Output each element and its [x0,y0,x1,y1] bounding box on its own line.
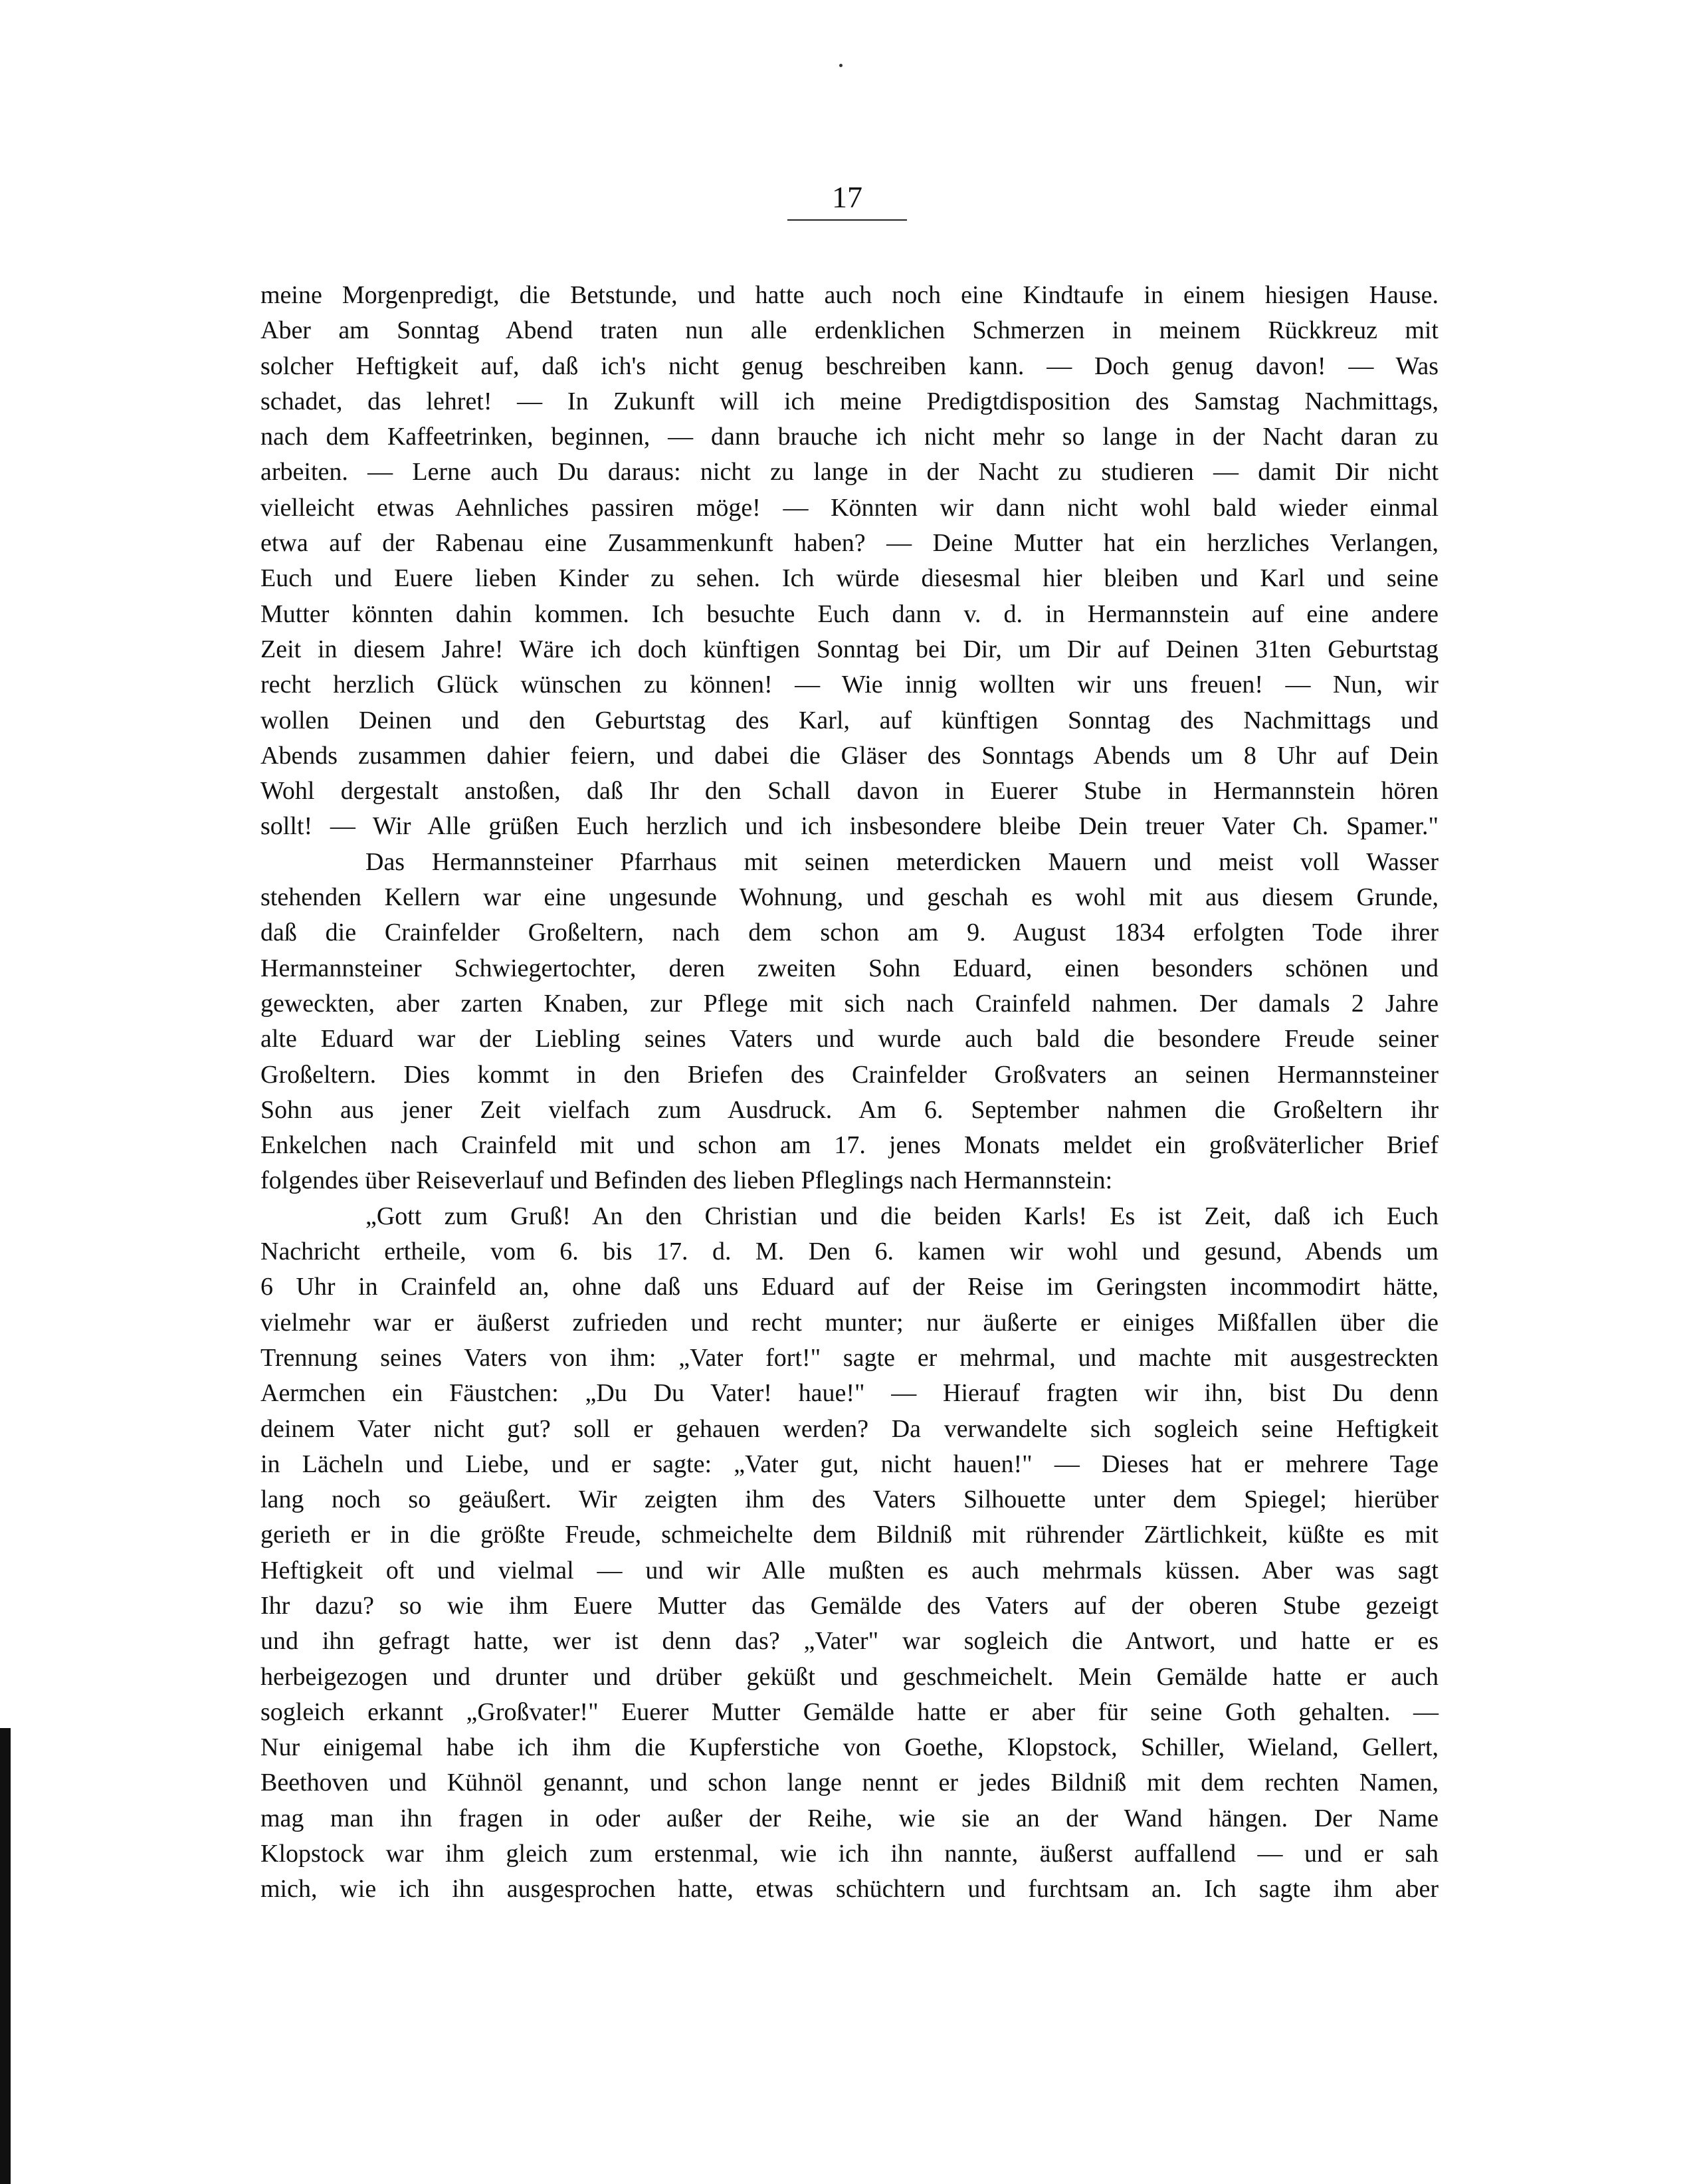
text-line: daß die Crainfelder Großeltern, nach dem schon am 9. August 1834 erfolgten Tode ihrer [260,919,1439,947]
text-line: Wohl dergestalt anstoßen, daß Ihr den Schall davon in Euerer Stube in Hermannstein hören [260,777,1439,806]
text-line: Klopstock war ihm gleich zum erstenmal, wie ich ihn nannte, äußerst auffallend — und er sah [260,1840,1439,1868]
text-line: nach dem Kaffeetrinken, beginnen, — dann brauche ich nicht mehr so lange in der Nacht daran zu [260,423,1439,451]
text-line: schadet, das lehret! — In Zukunft will ich meine Predigtdisposition des Samstag Nachmittags, [260,387,1439,415]
text-line: mich, wie ich ihn ausgesprochen hatte, etwas schüchtern und furchtsam an. Ich sagte ihm aber [260,1875,1439,1904]
text-line: Nachricht ertheile, vom 6. bis 17. d. M. Den 6. kamen wir wohl und gesund, Abends um [260,1238,1439,1266]
text-line: herbeigezogen und drunter und drüber geküßt und geschmeichelt. Mein Gemälde hatte er auch [260,1662,1439,1691]
text-line: Aber am Sonntag Abend traten nun alle erdenklichen Schmerzen in meinem Rückkreuz mit [260,316,1439,345]
text-line: stehenden Kellern war eine ungesunde Wohnung, und geschah es wohl mit aus diesem Grunde, [260,883,1439,912]
text-line: deinem Vater nicht gut? soll er gehauen werden? Da verwandelte sich sogleich seine Heftigkeit [260,1414,1439,1443]
text-line: meine Morgenpredigt, die Betstunde, und hatte auch noch eine Kindtaufe in einem hiesigen Hause. [260,281,1439,309]
text-line: wollen Deinen und den Geburtstag des Karl, auf künftigen Sonntag des Nachmittags und [260,706,1439,734]
text-line: Das Hermannsteiner Pfarrhaus mit seinen meterdicken Mauern und meist voll Wasser [365,847,1439,876]
text-line: vielleicht etwas Aehnliches passiren möge! — Könnten wir dann nicht wohl bald wieder einmal [260,493,1439,522]
text-line: sogleich erkannt „Großvater!" Euerer Mutter Gemälde hatte er aber für seine Goth gehalten. — [260,1697,1439,1726]
text-line: in Lächeln und Liebe, und er sagte: „Vater gut, nicht hauen!" — Dieses hat er mehrere Tage [260,1450,1439,1478]
text-line: Trennung seines Vaters von ihm: „Vater fort!" sagte er mehrmal, und machte mit ausgestreckten [260,1343,1439,1372]
text-line: alte Eduard war der Liebling seines Vaters und wurde auch bald die besondere Freude seiner [260,1025,1439,1053]
text-line: Nur einigemal habe ich ihm die Kupferstiche von Goethe, Klopstock, Schiller, Wieland, Gellert, [260,1733,1439,1762]
text-line: folgendes über Reiseverlauf und Befinden des lieben Pfleglings nach Hermannstein: [260,1166,1113,1195]
text-line: mag man ihn fragen in oder außer der Reihe, wie sie an der Wand hängen. Der Name [260,1804,1439,1832]
text-line: geweckten, aber zarten Knaben, zur Pflege mit sich nach Crainfeld nahmen. Der damals 2 Jahre [260,989,1439,1018]
text-line: Großeltern. Dies kommt in den Briefen des Crainfelder Großvaters an seinen Hermannsteiner [260,1060,1439,1089]
text-line: Hermannsteiner Schwiegertochter, deren zweiten Sohn Eduard, einen besonders schönen und [260,954,1439,982]
text-line: Enkelchen nach Crainfeld mit und schon am 17. jenes Monats meldet ein großväterlicher Brief [260,1131,1439,1160]
text-line: Abends zusammen dahier feiern, und dabei die Gläser des Sonntags Abends um 8 Uhr auf Dein [260,741,1439,770]
scan-speck [839,64,843,67]
header-rule [787,219,907,221]
text-line: lang noch so geäußert. Wir zeigten ihm des Vaters Silhouette unter dem Spiegel; hierüber [260,1485,1439,1514]
text-line: recht herzlich Glück wünschen zu können! — Wie innig wollten wir uns freuen! — Nun, wir [260,671,1439,699]
text-line: „Gott zum Gruß! An den Christian und die beiden Karls! Es ist Zeit, daß ich Euch [365,1202,1439,1230]
document-body [260,278,1439,1908]
text-line: und ihn gefragt hatte, wer ist denn das? „Vater" war sogleich die Antwort, und hatte er es [260,1627,1439,1656]
text-line: etwa auf der Rabenau eine Zusammenkunft haben? — Deine Mutter hat ein herzliches Verlangen, [260,529,1439,558]
text-line: Beethoven und Kühnöl genannt, und schon lange nennt er jedes Bildniß mit dem rechten Namen, [260,1769,1439,1797]
text-line: Sohn aus jener Zeit vielfach zum Ausdruck. Am 6. September nahmen die Großeltern ihr [260,1095,1439,1124]
text-line: vielmehr war er äußerst zufrieden und recht munter; nur äußerte er einiges Mißfallen über die [260,1308,1439,1337]
page-number: 17 [832,180,862,214]
text-line: 6 Uhr in Crainfeld an, ohne daß uns Eduard auf der Reise im Geringsten incommodirt hätte, [260,1273,1439,1301]
text-line: Aermchen ein Fäustchen: „Du Du Vater! haue!" — Hierauf fragten wir ihn, bist Du denn [260,1379,1439,1408]
text-line: solcher Heftigkeit auf, daß ich's nicht genug beschreiben kann. — Doch genug davon! — Was [260,352,1439,380]
scan-edge-shadow [0,1728,11,2184]
text-line: Heftigkeit oft und vielmal — und wir Alle mußten es auch mehrmals küssen. Aber was sagt [260,1556,1439,1584]
text-line: Mutter könnten dahin kommen. Ich besuchte Euch dann v. d. in Hermannstein auf eine andere [260,600,1439,628]
text-line: Zeit in diesem Jahre! Wäre ich doch künftigen Sonntag bei Dir, um Dir auf Deinen 31ten Geburtstag [260,635,1439,663]
text-line: sollt! — Wir Alle grüßen Euch herzlich und ich insbesondere bleibe Dein treuer Vater Ch. Spamer." [260,812,1439,841]
text-line: Ihr dazu? so wie ihm Euere Mutter das Gemälde des Vaters auf der oberen Stube gezeigt [260,1591,1439,1620]
text-line: gerieth er in die größte Freude, schmeichelte dem Bildniß mit rührender Zärtlichkeit, küßte es mit [260,1521,1439,1549]
text-line: arbeiten. — Lerne auch Du daraus: nicht zu lange in der Nacht zu studieren — damit Dir nicht [260,458,1439,487]
text-line: Euch und Euere lieben Kinder zu sehen. Ich würde diesesmal hier bleiben und Karl und seine [260,564,1439,593]
